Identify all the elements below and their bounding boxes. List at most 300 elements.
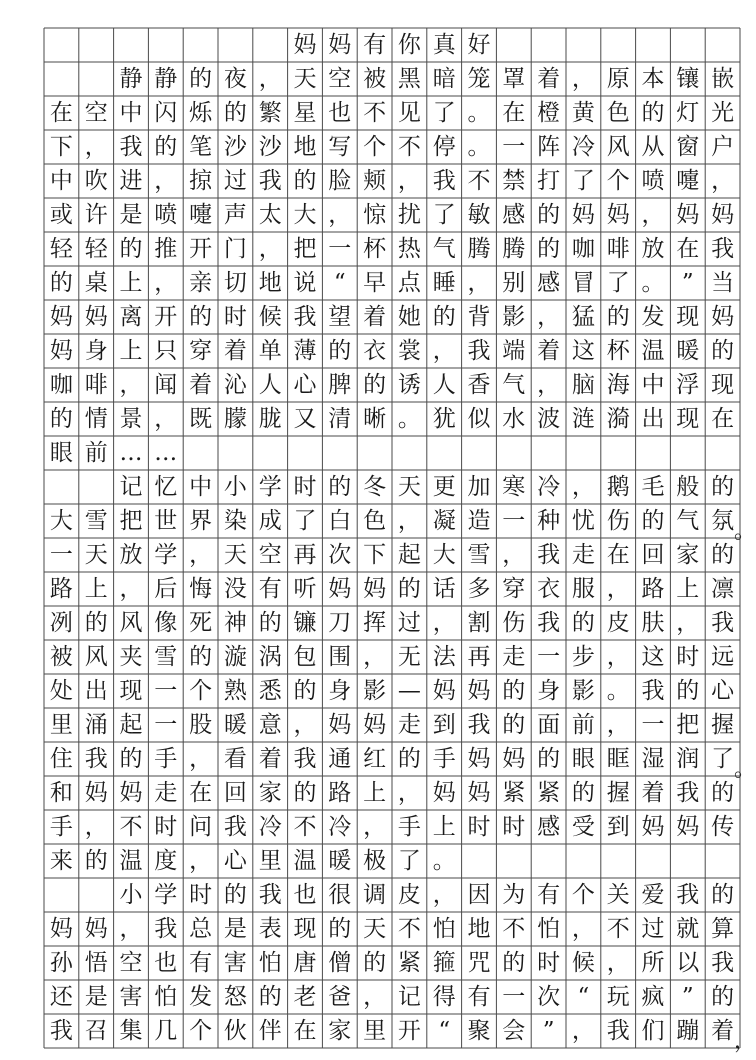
essay-character: 妈 [363, 576, 387, 602]
essay-character: 妈 [711, 304, 735, 330]
essay-character: 身 [328, 678, 352, 704]
title-character: 妈 [293, 32, 317, 58]
essay-character: 香 [467, 372, 491, 398]
essay-character: 妈 [676, 202, 700, 228]
essay-character: 握 [711, 712, 735, 738]
essay-character: 紧 [537, 780, 561, 806]
essay-character: 裳 [397, 338, 421, 364]
essay-character: 凝 [432, 508, 456, 534]
essay-character: 过 [223, 168, 247, 194]
essay-character: 涌 [84, 712, 108, 738]
essay-character: 望 [328, 304, 352, 330]
essay-character: 氛 [711, 508, 735, 534]
essay-character: 气 [502, 372, 526, 398]
essay-character: ， [571, 916, 595, 942]
essay-character: 的 [328, 474, 352, 500]
essay-character: 熟 [223, 678, 247, 704]
essay-character: 脑 [571, 372, 595, 398]
essay-character: 一 [502, 134, 526, 160]
margin-punctuation: 。 [734, 757, 756, 782]
essay-character: 着 [223, 338, 247, 364]
essay-character: 嚏 [676, 168, 700, 194]
essay-character: 个 [363, 134, 387, 160]
essay-character: 雪 [467, 542, 491, 568]
essay-character: 腾 [502, 236, 526, 262]
essay-character: 出 [84, 678, 108, 704]
essay-character: 也 [328, 100, 352, 126]
essay-character: 世 [154, 508, 178, 534]
essay-character: 冒 [571, 270, 595, 296]
essay-character: 冷 [328, 814, 352, 840]
essay-character: 影 [363, 678, 387, 704]
essay-character: 了 [397, 848, 421, 874]
essay-character: 。 [606, 678, 630, 704]
essay-character: ， [571, 66, 595, 92]
essay-character: ， [676, 610, 700, 636]
essay-character: 放 [641, 236, 665, 262]
essay-character: 妈 [467, 678, 491, 704]
essay-character: 有 [258, 576, 282, 602]
essay-character: 我 [606, 1018, 630, 1044]
essay-character: 像 [154, 610, 178, 636]
essay-line [44, 96, 740, 130]
essay-character: 时 [223, 304, 247, 330]
essay-character: ， [119, 916, 143, 942]
essay-character: 问 [189, 814, 213, 840]
essay-character: 。 [467, 100, 491, 126]
essay-character: 咒 [467, 950, 491, 976]
essay-character: 的 [711, 338, 735, 364]
essay-line [44, 266, 740, 300]
essay-character: ” [681, 984, 694, 1010]
essay-character: 不 [397, 916, 421, 942]
essay-character: ， [154, 168, 178, 194]
essay-character: 回 [641, 542, 665, 568]
essay-character: 我 [537, 610, 561, 636]
essay-character: 我 [676, 882, 700, 908]
essay-character: 景 [119, 406, 143, 432]
essay-character: 我 [293, 304, 317, 330]
essay-character: 色 [363, 508, 387, 534]
essay-character: 有 [467, 984, 491, 1010]
essay-character: 围 [328, 644, 352, 670]
essay-character: 的 [49, 406, 73, 432]
essay-character: 轻 [49, 236, 73, 262]
essay-character: 着 [363, 304, 387, 330]
essay-character: 穿 [502, 576, 526, 602]
essay-character: 在 [293, 1018, 317, 1044]
essay-character: 妈 [84, 780, 108, 806]
essay-character: 玩 [606, 984, 630, 1010]
essay-character: 通 [328, 746, 352, 772]
essay-character: 紧 [502, 780, 526, 806]
essay-character: 天 [397, 474, 421, 500]
essay-character: 着 [258, 746, 282, 772]
essay-character: 了 [432, 100, 456, 126]
essay-character: 黑 [397, 66, 421, 92]
essay-character: 睡 [432, 270, 456, 296]
essay-character: 的 [711, 542, 735, 568]
essay-title-row [44, 28, 740, 62]
essay-line [44, 878, 740, 912]
essay-character: 我 [258, 882, 282, 908]
essay-character: 时 [502, 814, 526, 840]
essay-character: 上 [119, 270, 143, 296]
essay-character: 关 [606, 882, 630, 908]
essay-character: 镰 [293, 610, 317, 636]
essay-character: 大 [293, 202, 317, 228]
essay-character: 很 [328, 882, 352, 908]
essay-character: 服 [571, 576, 595, 602]
essay-character: 扰 [397, 202, 421, 228]
essay-character: 繁 [258, 100, 282, 126]
essay-character: 一 [154, 712, 178, 738]
essay-character: 不 [606, 916, 630, 942]
essay-character: 天 [363, 916, 387, 942]
essay-character: 咖 [49, 372, 73, 398]
essay-character: 我 [432, 168, 456, 194]
essay-character: 漩 [223, 644, 247, 670]
essay-character: 涡 [258, 644, 282, 670]
essay-character: 学 [258, 474, 282, 500]
essay-character: 是 [84, 984, 108, 1010]
essay-character: 小 [223, 474, 247, 500]
essay-character: 伴 [258, 1018, 282, 1044]
essay-character: 下 [49, 134, 73, 160]
essay-character: 星 [293, 100, 317, 126]
essay-character: 手 [154, 746, 178, 772]
essay-character: 有 [189, 950, 213, 976]
essay-character: 皮 [606, 610, 630, 636]
essay-character: “ [333, 270, 346, 296]
essay-character: 衣 [363, 338, 387, 364]
essay-character: 前 [84, 440, 108, 466]
essay-character: … [119, 440, 143, 466]
essay-character: 着 [537, 66, 561, 92]
essay-character: 影 [502, 304, 526, 330]
essay-character: ， [537, 304, 561, 330]
essay-character: 为 [502, 882, 526, 908]
essay-character: 后 [154, 576, 178, 602]
essay-character: 胧 [258, 406, 282, 432]
essay-character: 的 [711, 984, 735, 1010]
essay-character: 暖 [676, 338, 700, 364]
essay-character: 走 [397, 712, 421, 738]
essay-character: 灯 [676, 100, 700, 126]
essay-character: 心 [223, 848, 247, 874]
essay-character: 一 [154, 678, 178, 704]
essay-character: 记 [119, 474, 143, 500]
essay-character: 喷 [154, 202, 178, 228]
essay-character: ， [397, 168, 421, 194]
essay-character: ， [363, 814, 387, 840]
essay-character: 脸 [328, 168, 352, 194]
essay-line [44, 334, 740, 368]
essay-character: ， [397, 508, 421, 534]
essay-character: 有 [537, 882, 561, 908]
essay-character: 度 [154, 848, 178, 874]
essay-character: 放 [119, 542, 143, 568]
essay-character: 湿 [641, 746, 665, 772]
essay-line [44, 232, 740, 266]
essay-character: 的 [571, 780, 595, 806]
essay-character: 空 [119, 950, 143, 976]
essay-character: 路 [49, 576, 73, 602]
essay-character: 我 [711, 950, 735, 976]
essay-character: 包 [293, 644, 317, 670]
essay-character: 漪 [606, 406, 630, 432]
essay-character: 敏 [467, 202, 491, 228]
essay-character: 的 [711, 780, 735, 806]
essay-character: 户 [711, 134, 735, 160]
essay-character: 次 [328, 542, 352, 568]
essay-character: 的 [432, 304, 456, 330]
essay-character: 的 [328, 338, 352, 364]
essay-character: 只 [154, 338, 178, 364]
essay-character: 走 [502, 644, 526, 670]
essay-line [44, 198, 740, 232]
essay-character: 窗 [676, 134, 700, 160]
essay-character: 大 [49, 508, 73, 534]
essay-character: 禁 [502, 168, 526, 194]
essay-line [44, 674, 740, 708]
essay-character: 割 [467, 610, 491, 636]
essay-character: 的 [154, 134, 178, 160]
essay-character: ， [154, 406, 178, 432]
essay-character: 唐 [293, 950, 317, 976]
essay-character: 悔 [189, 576, 213, 602]
essay-character: 这 [641, 644, 665, 670]
essay-character: 嚏 [189, 202, 213, 228]
essay-character: 一 [49, 542, 73, 568]
essay-line [44, 470, 740, 504]
essay-character: 朦 [223, 406, 247, 432]
essay-character: 传 [711, 814, 735, 840]
essay-character: 总 [189, 916, 213, 942]
essay-character: 死 [189, 610, 213, 636]
essay-character: 不 [293, 814, 317, 840]
essay-character: 现 [293, 916, 317, 942]
essay-character: ， [189, 848, 213, 874]
essay-character: 发 [189, 984, 213, 1010]
essay-character: 是 [119, 202, 143, 228]
essay-character: 挥 [363, 610, 387, 636]
essay-character: 地 [293, 134, 317, 160]
essay-character: 上 [363, 780, 387, 806]
essay-character: 妈 [711, 202, 735, 228]
essay-character: 风 [606, 134, 630, 160]
essay-character: 股 [189, 712, 213, 738]
essay-character: 妈 [363, 712, 387, 738]
essay-character: 惊 [363, 202, 387, 228]
essay-character: 界 [189, 508, 213, 534]
essay-character: 妈 [467, 780, 491, 806]
essay-character: 杯 [363, 236, 387, 262]
essay-character: 个 [189, 1018, 213, 1044]
essay-character: 的 [189, 304, 213, 330]
essay-character: 别 [502, 270, 526, 296]
essay-character: 受 [571, 814, 595, 840]
essay-character: 穿 [189, 338, 213, 364]
essay-character: 桌 [84, 270, 108, 296]
essay-character: 悉 [258, 678, 282, 704]
essay-character: 里 [258, 848, 282, 874]
essay-character: 的 [258, 610, 282, 636]
essay-character: 我 [293, 746, 317, 772]
essay-character: 害 [119, 984, 143, 1010]
essay-character: 的 [189, 66, 213, 92]
essay-character: 不 [397, 134, 421, 160]
essay-character: 的 [502, 712, 526, 738]
essay-line [44, 538, 740, 572]
essay-character: 似 [467, 406, 491, 432]
essay-character: ， [537, 372, 561, 398]
essay-character: 会 [502, 1018, 526, 1044]
essay-line [44, 572, 740, 606]
essay-character: 静 [119, 66, 143, 92]
essay-character: 的 [293, 168, 317, 194]
essay-character: 候 [258, 304, 282, 330]
essay-character: 一 [502, 984, 526, 1010]
essay-character: 了 [711, 746, 735, 772]
essay-character: 造 [467, 508, 491, 534]
essay-character: 不 [502, 916, 526, 942]
essay-character: 下 [363, 542, 387, 568]
essay-character: 在 [189, 780, 213, 806]
essay-character: 在 [606, 542, 630, 568]
essay-character: 。 [432, 848, 456, 874]
essay-character: ， [432, 610, 456, 636]
essay-character: 皮 [397, 882, 421, 908]
essay-character: 紧 [397, 950, 421, 976]
essay-character: 感 [537, 270, 561, 296]
essay-character: 寒 [502, 474, 526, 500]
essay-character: 妈 [641, 814, 665, 840]
essay-line [44, 708, 740, 742]
essay-character: 的 [537, 746, 561, 772]
essay-character: 咖 [571, 236, 595, 262]
essay-character: 的 [606, 304, 630, 330]
essay-character: ， [189, 542, 213, 568]
essay-character: 一 [328, 236, 352, 262]
essay-character: 学 [154, 542, 178, 568]
essay-character: 端 [502, 338, 526, 364]
essay-character: 极 [363, 848, 387, 874]
essay-character: ， [432, 338, 456, 364]
essay-character: 海 [606, 372, 630, 398]
essay-character: 温 [293, 848, 317, 874]
essay-character: 了 [432, 202, 456, 228]
essay-character: 的 [223, 100, 247, 126]
essay-character: 着 [641, 780, 665, 806]
essay-character: 闪 [154, 100, 178, 126]
essay-character: 天 [293, 66, 317, 92]
essay-character: 亲 [189, 270, 213, 296]
essay-character: 眼 [571, 746, 595, 772]
essay-character: 里 [49, 712, 73, 738]
essay-character: 现 [676, 406, 700, 432]
essay-character: 路 [641, 576, 665, 602]
essay-character: 吹 [84, 168, 108, 194]
essay-character: 调 [363, 882, 387, 908]
essay-line [44, 62, 740, 96]
essay-character: 的 [84, 848, 108, 874]
essay-character: 了 [571, 168, 595, 194]
essay-character: 再 [293, 542, 317, 568]
essay-character: 毛 [641, 474, 665, 500]
essay-character: ， [84, 814, 108, 840]
essay-character: 心 [293, 372, 317, 398]
essay-character: ， [641, 202, 665, 228]
essay-character: 镶 [676, 66, 700, 92]
essay-character: 集 [119, 1018, 143, 1044]
essay-line [44, 606, 740, 640]
essay-character: 路 [328, 780, 352, 806]
essay-character: 的 [119, 746, 143, 772]
essay-character: 光 [711, 100, 735, 126]
essay-character: 在 [711, 406, 735, 432]
essay-character: ， [606, 644, 630, 670]
essay-character: 中 [189, 474, 213, 500]
essay-character: 的 [84, 610, 108, 636]
essay-character: 静 [154, 66, 178, 92]
essay-character: 更 [432, 474, 456, 500]
essay-character: 伤 [606, 508, 630, 534]
essay-character: 风 [119, 610, 143, 636]
essay-character: ， [363, 644, 387, 670]
essay-character: 把 [293, 236, 317, 262]
essay-character: 声 [223, 202, 247, 228]
essay-character: ， [119, 576, 143, 602]
essay-character: 橙 [537, 100, 561, 126]
essay-character: 因 [467, 882, 491, 908]
essay-character: 衣 [537, 576, 561, 602]
essay-character: 或 [49, 202, 73, 228]
essay-character: 时 [467, 814, 491, 840]
essay-character: 中 [119, 100, 143, 126]
essay-character: 远 [711, 644, 735, 670]
essay-character: 停 [432, 134, 456, 160]
essay-character: 怒 [223, 984, 247, 1010]
essay-line [44, 844, 740, 878]
essay-character: 表 [258, 916, 282, 942]
essay-character: ， [84, 134, 108, 160]
essay-character: 肤 [641, 610, 665, 636]
essay-character: 颊 [363, 168, 387, 194]
essay-character: 夹 [119, 644, 143, 670]
essay-character: 悟 [84, 950, 108, 976]
essay-character: 背 [467, 304, 491, 330]
essay-character: 所 [641, 950, 665, 976]
essay-character: 的 [711, 474, 735, 500]
essay-character: 时 [189, 882, 213, 908]
essay-character: 杯 [606, 338, 630, 364]
essay-character: 上 [84, 576, 108, 602]
essay-character: ， [502, 542, 526, 568]
title-character: 真 [432, 32, 456, 58]
essay-character: 过 [641, 916, 665, 942]
essay-character: 妈 [606, 202, 630, 228]
essay-character: ， [119, 372, 143, 398]
title-character: 你 [397, 32, 421, 58]
essay-character: 个 [571, 882, 595, 908]
essay-character: 的 [641, 508, 665, 534]
essay-character: 住 [49, 746, 73, 772]
essay-character: 家 [258, 780, 282, 806]
essay-character: 被 [363, 66, 387, 92]
essay-character: 气 [676, 508, 700, 534]
essay-character: 处 [49, 678, 73, 704]
